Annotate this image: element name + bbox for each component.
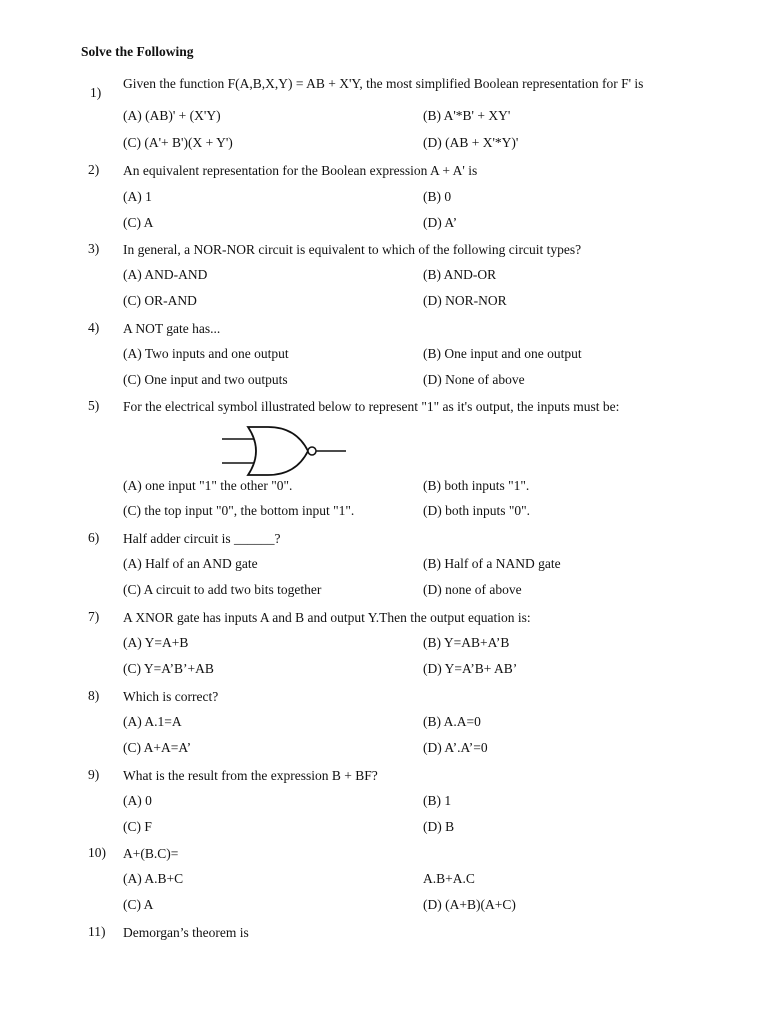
option-b: (B) 1 — [423, 793, 452, 808]
option-a: (A) A.B+C — [123, 871, 184, 886]
option-b: (B) Half of a NAND gate — [423, 556, 561, 571]
option-a: (A) 0 — [123, 793, 152, 808]
option-a: (A) (AB)' + (X'Y) — [123, 108, 221, 123]
option-b: (B) A.A=0 — [423, 714, 481, 729]
question-text: A+(B.C)= — [123, 846, 179, 861]
question-number: 2) — [88, 162, 100, 177]
question-text: Which is correct? — [123, 689, 219, 704]
question-text: What is the result from the expression B + BF? — [123, 768, 378, 783]
option-d: (D) NOR-NOR — [423, 293, 507, 308]
option-d: (D) (A+B)(A+C) — [423, 897, 516, 912]
question-text: Given the function F(A,B,X,Y) = AB + X'Y, the most simplified Boolean representation for F' is — [123, 76, 644, 91]
question-text: Half adder circuit is ______? — [123, 531, 281, 546]
nor-gate-diagram — [222, 425, 352, 477]
question-number: 6) — [88, 530, 100, 545]
option-c: (C) One input and two outputs — [123, 372, 288, 387]
option-a: (A) one input "1" the other "0". — [123, 478, 293, 493]
option-d: (D) None of above — [423, 372, 525, 387]
option-a: (A) Two inputs and one output — [123, 346, 289, 361]
question-number: 9) — [88, 767, 100, 782]
option-d: (D) none of above — [423, 582, 522, 597]
option-a: (A) Half of an AND gate — [123, 556, 258, 571]
question-number: 4) — [88, 320, 100, 335]
option-d: (D) A’.A’=0 — [423, 740, 488, 755]
option-b: (B) AND-OR — [423, 267, 497, 282]
question-number: 10) — [88, 845, 106, 860]
option-b: (B) 0 — [423, 189, 452, 204]
option-c: (C) A circuit to add two bits together — [123, 582, 322, 597]
option-c: (C) (A'+ B')(X + Y') — [123, 135, 233, 150]
option-c: (C) Y=A’B’+AB — [123, 661, 214, 676]
option-d: (D) both inputs "0". — [423, 503, 531, 518]
option-c: (C) A+A=A’ — [123, 740, 192, 755]
option-c: (C) A — [123, 897, 154, 912]
option-b: (B) One input and one output — [423, 346, 582, 361]
option-a: (A) 1 — [123, 189, 152, 204]
option-d: (D) B — [423, 819, 455, 834]
option-b: (B) both inputs "1". — [423, 478, 530, 493]
option-c: (C) the top input "0", the bottom input "1". — [123, 503, 355, 518]
option-c: (C) F — [123, 819, 152, 834]
question-text: A NOT gate has... — [123, 321, 221, 336]
option-a: (A) AND-AND — [123, 267, 208, 282]
page-title: Solve the Following — [81, 44, 194, 59]
option-c: (C) A — [123, 215, 154, 230]
inversion-bubble — [308, 447, 316, 455]
option-d: (D) (AB + X'*Y)' — [423, 135, 519, 150]
question-text: For the electrical symbol illustrated below to represent "1" as it's output, the inputs must be: — [123, 399, 620, 414]
nor-gate-body — [248, 427, 308, 475]
question-text: An equivalent representation for the Boolean expression A + A' is — [123, 163, 478, 178]
option-d: (D) A’ — [423, 215, 458, 230]
option-b: (B) Y=AB+A’B — [423, 635, 510, 650]
option-a: (A) Y=A+B — [123, 635, 189, 650]
option-c: (C) OR-AND — [123, 293, 197, 308]
option-b: (B) A'*B' + XY' — [423, 108, 511, 123]
option-d: (D) Y=A’B+ AB’ — [423, 661, 518, 676]
question-text: A XNOR gate has inputs A and B and output Y.Then the output equation is: — [123, 610, 531, 625]
question-number: 1) — [90, 85, 102, 100]
option-b: A.B+A.C — [423, 871, 475, 886]
question-number: 3) — [88, 241, 100, 256]
question-text: Demorgan’s theorem is — [123, 925, 249, 940]
option-a: (A) A.1=A — [123, 714, 182, 729]
question-number: 5) — [88, 398, 100, 413]
question-number: 7) — [88, 609, 100, 624]
question-number: 11) — [88, 924, 106, 939]
question-text: In general, a NOR-NOR circuit is equivalent to which of the following circuit types? — [123, 242, 582, 257]
question-number: 8) — [88, 688, 100, 703]
